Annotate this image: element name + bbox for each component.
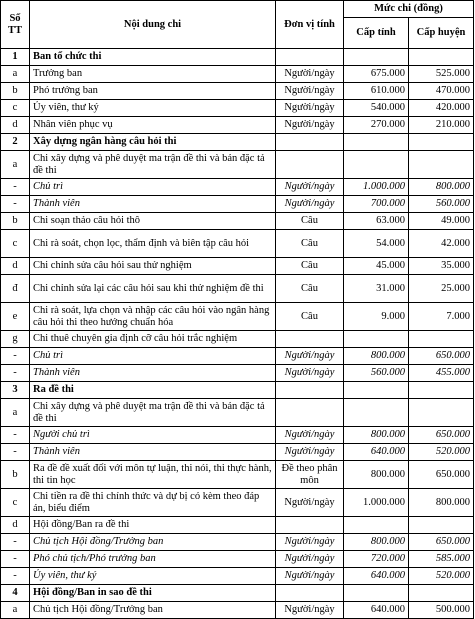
cell-province: 640.000 [344,602,409,619]
cell-stt: - [1,427,30,444]
cell-content: Phó trưởng ban [30,83,276,100]
header-content: Nội dung chi [30,1,276,49]
cell-content: Chủ trì [30,348,276,365]
cell-content: Hội đồng/Ban in sao đề thi [30,585,276,602]
table-row [1,602,474,619]
table-header [1,1,474,49]
cell-province: 63.000 [344,213,409,230]
cell-unit: Người/ngày [276,602,344,619]
cell-province: 800.000 [344,427,409,444]
table-row [1,399,474,427]
cell-district [409,382,474,399]
cell-content: Hội đồng/Ban ra đề thi [30,517,276,534]
cell-unit: Câu [276,258,344,275]
cell-district: 560.000 [409,196,474,213]
cell-province: 800.000 [344,348,409,365]
cell-stt: d [1,258,30,275]
cell-province: 720.000 [344,551,409,568]
cell-district [409,585,474,602]
cell-content: Chi thuê chuyên gia định cỡ câu hỏi trắc nghiệm [30,331,276,348]
cell-unit [276,151,344,179]
table-row [1,365,474,382]
cell-district: 455.000 [409,365,474,382]
table-row [1,213,474,230]
cell-stt: a [1,151,30,179]
cell-stt: 1 [1,49,30,66]
cell-content: Chi xây dựng và phê duyệt ma trận đề thi và bản đặc tả đề thi [30,399,276,427]
cell-stt: c [1,100,30,117]
cell-province [344,517,409,534]
cell-stt: a [1,66,30,83]
cell-unit: Người/ngày [276,444,344,461]
cell-stt: - [1,444,30,461]
cell-unit [276,399,344,427]
cell-district: 800.000 [409,179,474,196]
table-row [1,134,474,151]
table-row [1,83,474,100]
cell-province: 45.000 [344,258,409,275]
cell-content: Ủy viên, thư ký [30,100,276,117]
cell-stt: d [1,117,30,134]
cell-unit: Câu [276,213,344,230]
cell-stt: 2 [1,134,30,151]
cell-district [409,151,474,179]
cell-district: 800.000 [409,489,474,517]
cell-province: 54.000 [344,230,409,258]
table-row [1,489,474,517]
cell-unit [276,382,344,399]
cell-district [409,49,474,66]
cell-unit [276,49,344,66]
cell-district: 650.000 [409,348,474,365]
table-row [1,66,474,83]
cell-unit: Người/ngày [276,348,344,365]
cell-content: Chi chỉnh sửa lại các câu hỏi sau khi thử nghiệm đề thi [30,275,276,303]
cell-district: 650.000 [409,534,474,551]
cell-province: 675.000 [344,66,409,83]
header-stt: Số TT [1,1,30,49]
cell-stt: - [1,534,30,551]
cell-stt: - [1,179,30,196]
cell-district: 500.000 [409,602,474,619]
cell-province: 9.000 [344,303,409,331]
table-row [1,534,474,551]
cell-stt: a [1,602,30,619]
cell-province: 700.000 [344,196,409,213]
table-row [1,117,474,134]
table-body [1,49,474,619]
cell-province [344,49,409,66]
table-row [1,382,474,399]
table-row [1,179,474,196]
cell-district: 525.000 [409,66,474,83]
table-row [1,258,474,275]
header-unit: Đơn vị tính [276,1,344,49]
cell-content: Chủ trì [30,179,276,196]
cell-province: 610.000 [344,83,409,100]
cell-district: 35.000 [409,258,474,275]
cell-stt: 3 [1,382,30,399]
cell-province [344,382,409,399]
table-row [1,100,474,117]
cell-stt: a [1,399,30,427]
cell-unit: Người/ngày [276,66,344,83]
cell-unit: Câu [276,303,344,331]
cell-district: 25.000 [409,275,474,303]
cell-province: 540.000 [344,100,409,117]
cell-district: 520.000 [409,568,474,585]
cell-province [344,399,409,427]
cell-stt: - [1,348,30,365]
cell-district: 42.000 [409,230,474,258]
cell-content: Chi rà soát, chọn lọc, thẩm định và biên tập câu hỏi [30,230,276,258]
cell-stt: c [1,230,30,258]
cell-content: Thành viên [30,196,276,213]
table-row [1,348,474,365]
cell-content: Ban tổ chức thi [30,49,276,66]
cell-district: 470.000 [409,83,474,100]
cell-unit: Đề theo phân môn [276,461,344,489]
cell-district: 420.000 [409,100,474,117]
cell-district [409,517,474,534]
cell-content: Chi chỉnh sửa câu hỏi sau thử nghiệm [30,258,276,275]
table-row [1,303,474,331]
cell-stt: e [1,303,30,331]
cell-unit: Người/ngày [276,196,344,213]
cell-unit: Người/ngày [276,427,344,444]
cell-stt: đ [1,275,30,303]
table-row [1,444,474,461]
cell-content: Xây dựng ngân hàng câu hỏi thi [30,134,276,151]
cell-unit: Người/ngày [276,365,344,382]
cell-unit: Câu [276,230,344,258]
cell-content: Người chủ trì [30,427,276,444]
cell-province: 560.000 [344,365,409,382]
cell-content: Chi tiền ra đề thi chính thức và dự bị có kèm theo đáp án, biểu điểm [30,489,276,517]
cell-content: Chi soạn thảo câu hỏi thô [30,213,276,230]
cell-district: 210.000 [409,117,474,134]
cell-content: Thành viên [30,365,276,382]
cell-content: Trưởng ban [30,66,276,83]
cell-province: 640.000 [344,568,409,585]
cell-province: 640.000 [344,444,409,461]
cell-stt: - [1,196,30,213]
cell-province: 800.000 [344,461,409,489]
cell-province: 800.000 [344,534,409,551]
cell-content: Chủ tịch Hội đồng/Trưởng ban [30,534,276,551]
cell-stt: c [1,489,30,517]
table-row [1,331,474,348]
cell-content: Chi xây dựng và phê duyệt ma trận đề thi và bản đặc tả đề thi [30,151,276,179]
table-row [1,151,474,179]
cell-unit [276,331,344,348]
cell-district [409,399,474,427]
table-row [1,517,474,534]
cell-unit: Người/ngày [276,117,344,134]
cell-unit: Người/ngày [276,83,344,100]
cell-district: 520.000 [409,444,474,461]
table-row [1,230,474,258]
cell-unit: Người/ngày [276,100,344,117]
cell-stt: b [1,213,30,230]
cell-unit [276,134,344,151]
cell-content: Chi rà soát, lựa chọn và nhập các câu hỏi vào ngân hàng câu hỏi thi theo hướng chuẩn hóa [30,303,276,331]
table-row [1,551,474,568]
cell-province: 1.000.000 [344,179,409,196]
cell-unit: Người/ngày [276,534,344,551]
cell-unit [276,585,344,602]
cell-province: 1.000.000 [344,489,409,517]
cell-province: 31.000 [344,275,409,303]
cell-unit: Người/ngày [276,489,344,517]
table-row [1,49,474,66]
header-level: Mức chi (đồng) [344,1,474,18]
cell-province: 270.000 [344,117,409,134]
cell-stt: b [1,461,30,489]
cell-stt: - [1,551,30,568]
cell-stt: - [1,568,30,585]
cell-district: 49.000 [409,213,474,230]
header-province: Cấp tỉnh [344,18,409,49]
cell-stt: b [1,83,30,100]
cell-province [344,151,409,179]
cell-content: Chủ tịch Hội đồng/Trưởng ban [30,602,276,619]
table-row [1,461,474,489]
table-row [1,196,474,213]
cell-unit [276,517,344,534]
cell-unit: Người/ngày [276,551,344,568]
table-row [1,427,474,444]
cell-province [344,134,409,151]
cell-district: 7.000 [409,303,474,331]
cell-stt: d [1,517,30,534]
cell-content: Nhân viên phục vụ [30,117,276,134]
table-row [1,275,474,303]
cell-content: Thành viên [30,444,276,461]
cell-province [344,585,409,602]
cell-stt: 4 [1,585,30,602]
cell-stt: - [1,365,30,382]
cell-content: Phó chủ tịch/Phó trưởng ban [30,551,276,568]
cell-district [409,134,474,151]
cell-province [344,331,409,348]
cell-content: Ủy viên, thư ký [30,568,276,585]
cell-unit: Người/ngày [276,179,344,196]
cell-district: 650.000 [409,461,474,489]
cell-content: Ra đề đề xuất đối với môn tự luận, thi nói, thi thực hành, thi tin học [30,461,276,489]
cell-unit: Câu [276,275,344,303]
cell-content: Ra đề thi [30,382,276,399]
cell-district: 650.000 [409,427,474,444]
cell-unit: Người/ngày [276,568,344,585]
header-district: Cấp huyện [409,18,474,49]
cell-stt: g [1,331,30,348]
cell-district: 585.000 [409,551,474,568]
cell-district [409,331,474,348]
table-row [1,585,474,602]
table-row [1,568,474,585]
